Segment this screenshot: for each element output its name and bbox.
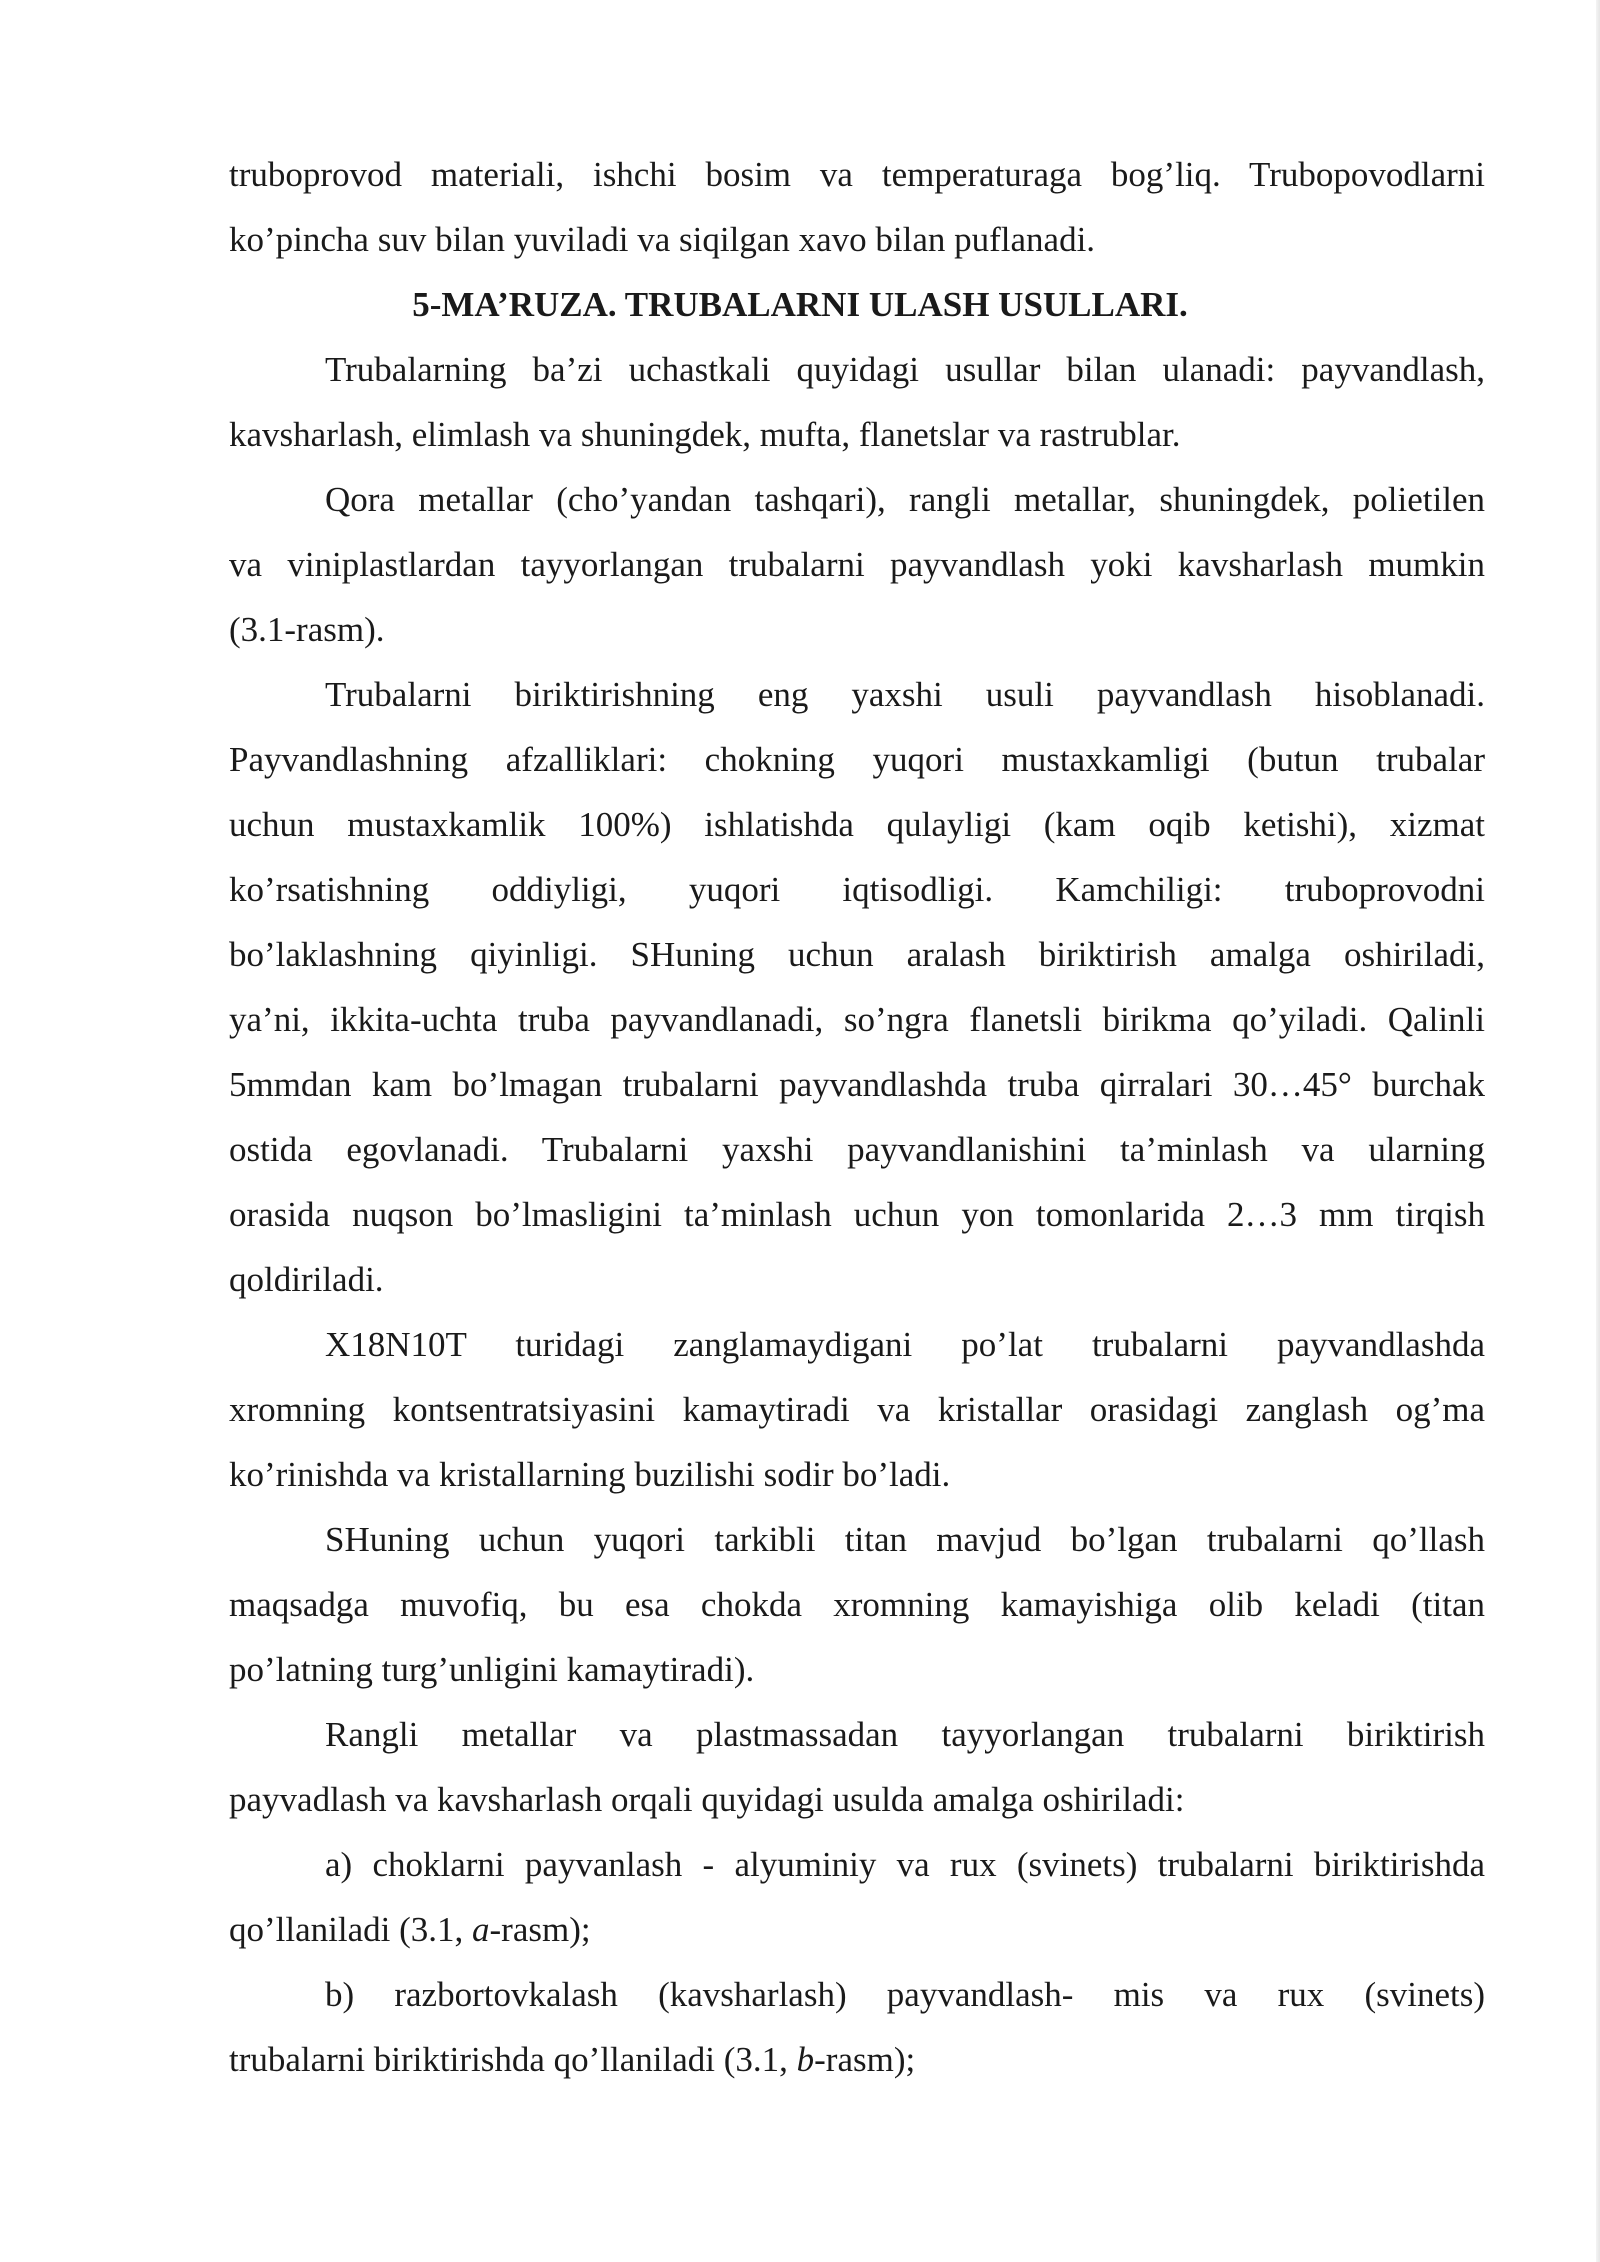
text-line: truboprovod materiali, ishchi bosim va temperaturaga bog’liq. Trubopovodlarni [229, 155, 1485, 194]
text-line: maqsadga muvofiq, bu esa chokda xromning kamayishiga olib keladi (titan [229, 1585, 1485, 1624]
text-line: kavsharlash, elimlash va shuningdek, mufta, flanetslar va rastrublar. [229, 415, 1181, 454]
text-line: ko’rinishda va kristallarning buzilishi sodir bo’ladi. [229, 1455, 951, 1494]
figure-ref-italic: b [796, 2040, 815, 2079]
text-line [229, 1905, 1485, 1955]
text-line: ostida egovlanadi. Trubalarni yaxshi payvandlanishini ta’minlash va ularning [229, 1130, 1485, 1169]
figure-ref-italic: a [472, 1910, 490, 1949]
text-line: Rangli metallar va plastmassadan tayyorlangan trubalarni biriktirish [325, 1715, 1485, 1754]
text-line [229, 2035, 1485, 2085]
text-line: po’latning turg’unligini kamaytiradi). [229, 1650, 755, 1689]
text-segment: trubalarni biriktirishda qo’llaniladi (3.1, [229, 2040, 797, 2079]
text-line: a) choklarni payvanlash - alyuminiy va rux (svinets) trubalarni biriktirishda [325, 1845, 1485, 1884]
text-line: Qora metallar (cho’yandan tashqari), rangli metallar, shuningdek, polietilen [325, 480, 1485, 519]
text-line: Trubalarni biriktirishning eng yaxshi usuli payvandlash hisoblanadi. [325, 675, 1485, 714]
text-line: va viniplastlardan tayyorlangan trubalarni payvandlash yoki kavsharlash mumkin [229, 545, 1485, 584]
text-line: Payvandlashning afzalliklari: chokning yuqori mustaxkamligi (butun trubalar [229, 740, 1485, 779]
text-line: b) razbortovkalash (kavsharlash) payvandlash- mis va rux (svinets) [325, 1975, 1485, 2014]
text-line: ko’rsatishning oddiyligi, yuqori iqtisodligi. Kamchiligi: truboprovodni [229, 870, 1485, 909]
page-edge [1596, 0, 1600, 2262]
text-segment: qo’llaniladi (3.1, [229, 1910, 473, 1949]
lecture-heading: 5-MA’RUZA. TRUBALARNI ULASH USULLARI. [412, 285, 1188, 324]
text-line: uchun mustaxkamlik 100%) ishlatishda qulayligi (kam oqib ketishi), xizmat [229, 805, 1485, 844]
text-line: orasida nuqson bo’lmasligini ta’minlash uchun yon tomonlarida 2…3 mm tirqish [229, 1195, 1485, 1234]
text-line: ko’pincha suv bilan yuviladi va siqilgan xavo bilan puflanadi. [229, 220, 1096, 259]
text-line: Trubalarning ba’zi uchastkali quyidagi usullar bilan ulanadi: payvandlash, [325, 350, 1485, 389]
text-line: ya’ni, ikkita-uchta truba payvandlanadi, so’ngra flanetsli birikma qo’yiladi. Qalinli [229, 1000, 1485, 1039]
text-segment: -rasm); [814, 2040, 916, 2079]
text-line: SHuning uchun yuqori tarkibli titan mavjud bo’lgan trubalarni qo’llash [325, 1520, 1485, 1559]
text-line: 5mmdan kam bo’lmagan trubalarni payvandlashda truba qirralari 30…45° burchak [229, 1065, 1485, 1104]
text-line: payvadlash va kavsharlash orqali quyidagi usulda amalga oshiriladi: [229, 1780, 1185, 1819]
text-line: xromning kontsentratsiyasini kamaytiradi va kristallar orasidagi zanglash og’ma [229, 1390, 1485, 1429]
text-line: bo’laklashning qiyinligi. SHuning uchun aralash biriktirish amalga oshiriladi, [229, 935, 1485, 974]
text-line: (3.1-rasm). [229, 610, 385, 649]
text-line: qoldiriladi. [229, 1260, 384, 1299]
text-line: X18N10T turidagi zanglamaydigani po’lat trubalarni payvandlashda [325, 1325, 1485, 1364]
text-segment: -rasm); [489, 1910, 591, 1949]
